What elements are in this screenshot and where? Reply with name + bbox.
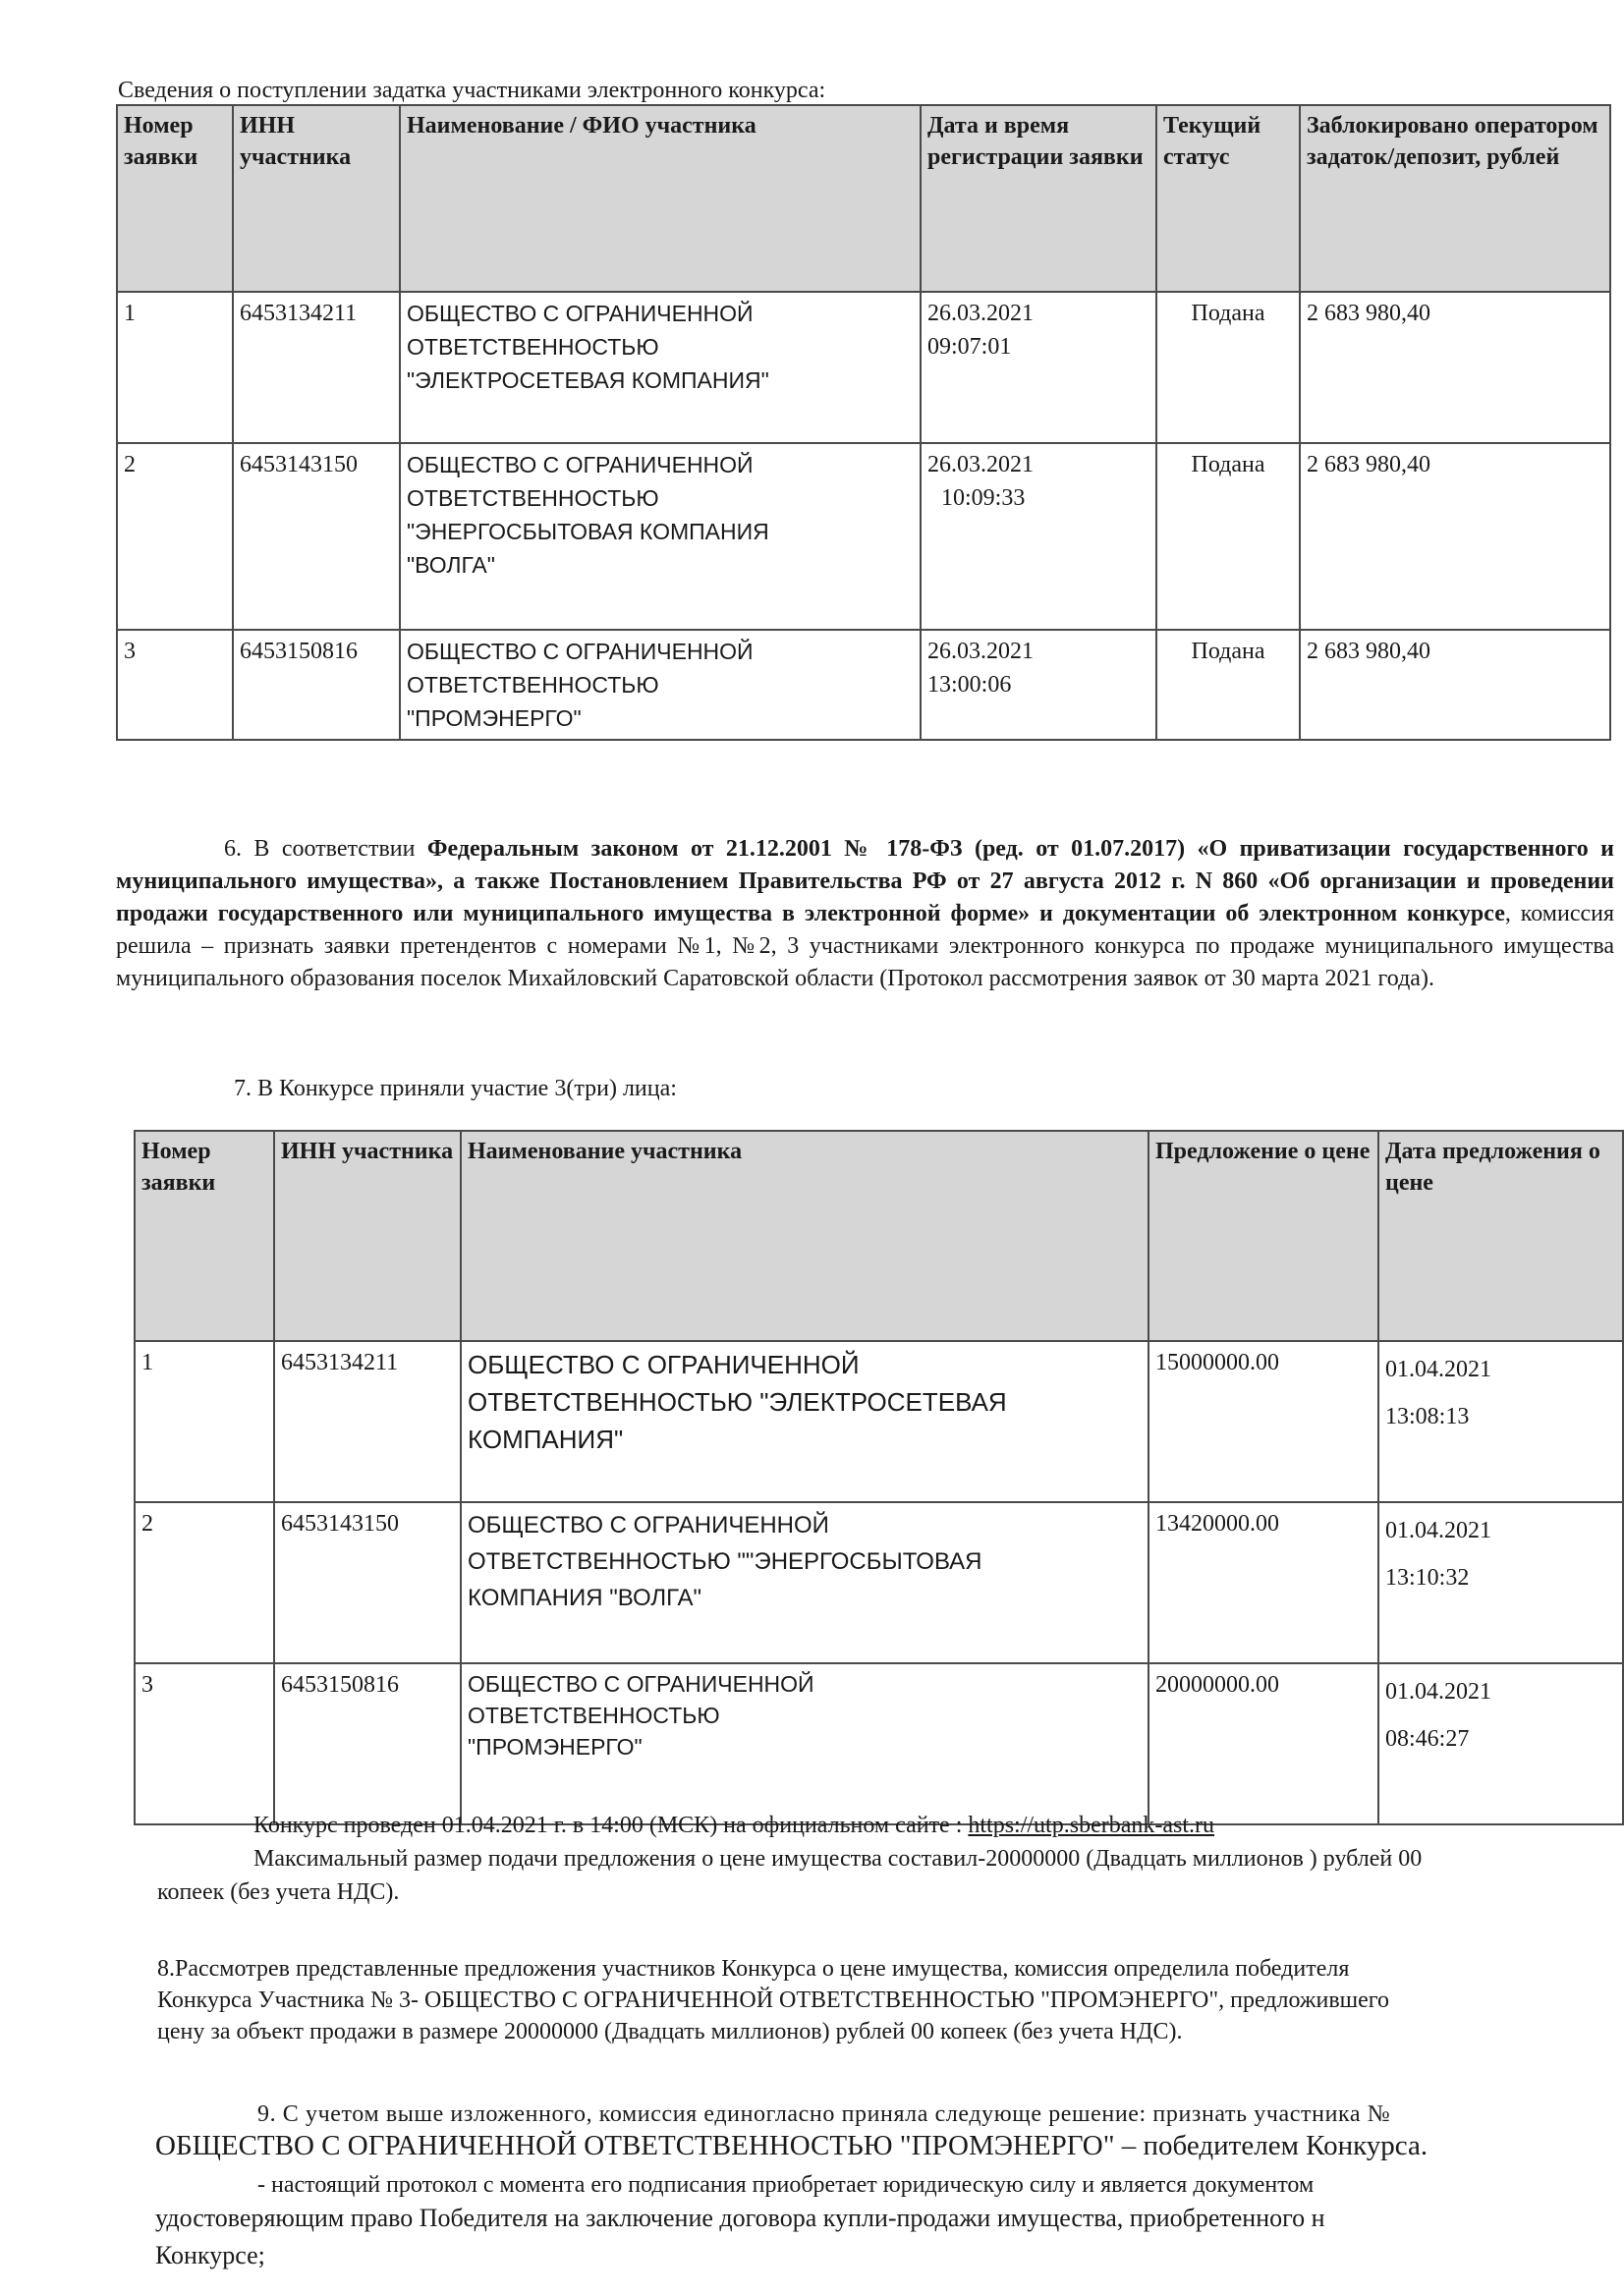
cell-num: 1: [117, 292, 233, 443]
para6-decision: , комиссия решила – признать заявки претендентов с номерами №1, №2, 3 участниками электронного конкурса по продаже муниципального имущества муниципального образования поселок Михайловский Саратовской области (Протокол рассмотрения заявок от 30 марта 2021 года).: [116, 901, 1615, 991]
cell-status: Подана: [1156, 292, 1300, 443]
max-price-line-1: Максимальный размер подачи предложения о цене имущества составил-20000000 (Двадцать миллионов ) рублей 00: [253, 1846, 1423, 1872]
date-line: 01.04.2021: [1385, 1518, 1491, 1543]
time-line: 13:08:13: [1385, 1404, 1470, 1429]
cell-inn: 6453134211: [274, 1341, 461, 1502]
para6-law-reference: Федеральным законом от 21.12.2001 № 178-ФЗ (ред. от 01.07.2017) «О приватизации государственного и муниципального имущества», а также Постановлением Правительства РФ от 27 августа 2012 г. N 860 «Об организации и проведении продажи государственного или муниципального имущества в электронной форме» и документации об электронном конкурсе: [116, 836, 1614, 926]
max-price-line-2: копеек (без учета НДС).: [157, 1879, 400, 1905]
name-line: ОБЩЕСТВО С ОГРАНИЧЕННОЙ: [468, 1671, 814, 1697]
name-line: ОТВЕТСТВЕННОСТЬЮ: [407, 672, 659, 698]
cell-num: 1: [135, 1341, 274, 1502]
cell-date: [1378, 1502, 1623, 1663]
time-line: 13:00:06: [927, 672, 1012, 698]
table-row: [135, 1341, 1623, 1502]
contest-held-line: [253, 1810, 1214, 1841]
cell-amount: 2 683 980,40: [1300, 443, 1610, 630]
time-line: 08:46:27: [1385, 1726, 1470, 1752]
name-line: "ЭЛЕКТРОСЕТЕВАЯ КОМПАНИЯ": [407, 367, 769, 393]
date-line: 01.04.2021: [1385, 1357, 1491, 1382]
name-line: КОМПАНИЯ": [468, 1425, 624, 1454]
paragraph-7: 7. В Конкурсе приняли участие 3(три) лица:: [234, 1076, 677, 1101]
cell-date: [921, 443, 1156, 630]
name-line: ОБЩЕСТВО С ОГРАНИЧЕННОЙ: [407, 639, 754, 664]
header-cell: Наименование / ФИО участника: [400, 105, 921, 292]
time-line: 09:07:01: [927, 334, 1012, 360]
date-line: 01.04.2021: [1385, 1679, 1491, 1705]
cell-name: [400, 630, 921, 740]
cell-status: Подана: [1156, 443, 1300, 630]
cell-name: [461, 1663, 1148, 1824]
cell-inn: 6453150816: [233, 630, 400, 740]
cell-inn: 6453143150: [233, 443, 400, 630]
cell-date: [1378, 1663, 1623, 1824]
name-line: ОБЩЕСТВО С ОГРАНИЧЕННОЙ: [468, 1512, 829, 1539]
table-row: [117, 292, 1610, 443]
header-cell: Дата предложения о цене: [1378, 1131, 1623, 1341]
cell-date: [921, 292, 1156, 443]
paragraph-8-line: Конкурса Участника № 3- ОБЩЕСТВО С ОГРАНИЧЕННОЙ ОТВЕТСТВЕННОСТЬЮ "ПРОМЭНЕРГО", предложившего: [157, 1987, 1390, 2013]
cell-num: 3: [117, 630, 233, 740]
cell-date: [921, 630, 1156, 740]
header-cell: Заблокировано оператором задаток/депозит, рублей: [1300, 105, 1610, 292]
cell-inn: 6453150816: [274, 1663, 461, 1824]
date-line: 26.03.2021: [927, 452, 1034, 477]
name-line: КОМПАНИЯ "ВОЛГА": [468, 1585, 702, 1611]
cell-num: 2: [135, 1502, 274, 1663]
header-cell: Номер заявки: [135, 1131, 274, 1341]
paragraph-9-line-5: Конкурсе;: [155, 2241, 265, 2269]
cell-num: 2: [117, 443, 233, 630]
cell-amount: 2 683 980,40: [1300, 630, 1610, 740]
name-line: ОБЩЕСТВО С ОГРАНИЧЕННОЙ: [407, 452, 754, 477]
name-line: ОТВЕТСТВЕННОСТЬЮ ""ЭНЕРГОСБЫТОВАЯ: [468, 1548, 982, 1575]
header-cell: ИНН участника: [233, 105, 400, 292]
paragraph-6: [116, 833, 1614, 995]
name-line: "ЭНЕРГОСБЫТОВАЯ КОМПАНИЯ: [407, 519, 769, 544]
offers-table: [134, 1130, 1624, 1825]
paragraph-8-line: цену за объект продажи в размере 20000000 (Двадцать миллионов) рублей 00 копеек (без учета НДС).: [157, 2019, 1183, 2044]
cell-price: 20000000.00: [1148, 1663, 1378, 1824]
time-line: 10:09:33: [941, 485, 1026, 511]
cell-name: [400, 292, 921, 443]
cell-inn: 6453134211: [233, 292, 400, 443]
cell-status: Подана: [1156, 630, 1300, 740]
name-line: ОБЩЕСТВО С ОГРАНИЧЕННОЙ: [468, 1350, 860, 1379]
cell-inn: 6453143150: [274, 1502, 461, 1663]
paragraph-9-line-3: - настоящий протокол с момента его подписания приобретает юридическую силу и является документом: [257, 2172, 1315, 2198]
cell-amount: 2 683 980,40: [1300, 292, 1610, 443]
name-line: ОТВЕТСТВЕННОСТЬЮ: [468, 1703, 720, 1728]
cell-name: [461, 1341, 1148, 1502]
cell-price: 15000000.00: [1148, 1341, 1378, 1502]
name-line: "ВОЛГА": [407, 552, 495, 578]
date-line: 26.03.2021: [927, 301, 1034, 326]
table-row: [117, 630, 1610, 740]
paragraph-9-line-1: 9. С учетом выше изложенного, комиссия единогласно приняла следующе решение: признать участника №: [257, 2101, 1391, 2127]
deposit-table: [116, 104, 1611, 741]
date-line: 26.03.2021: [927, 639, 1034, 664]
header-cell: Дата и время регистрации заявки: [921, 105, 1156, 292]
header-cell: Номер заявки: [117, 105, 233, 292]
cell-num: 3: [135, 1663, 274, 1824]
cell-date: [1378, 1341, 1623, 1502]
paragraph-9-winner: ОБЩЕСТВО С ОГРАНИЧЕННОЙ ОТВЕТСТВЕННОСТЬЮ "ПРОМЭНЕРГО" – победителем Конкурса.: [155, 2130, 1428, 2161]
paragraph-9-line-4: удостоверяющим право Победителя на заключение договора купли-продажи имущества, приобретенного н: [155, 2204, 1325, 2232]
name-line: ОТВЕТСТВЕННОСТЬЮ: [407, 334, 659, 360]
paragraph-8-line: 8.Рассмотрев представленные предложения участников Конкурса о цене имущества, комиссия определила победителя: [157, 1956, 1350, 1982]
table-row: [135, 1663, 1623, 1824]
header-cell: Предложение о цене: [1148, 1131, 1378, 1341]
name-line: "ПРОМЭНЕРГО": [468, 1734, 643, 1760]
deposit-caption: Сведения о поступлении задатка участниками электронного конкурса:: [118, 78, 826, 103]
header-cell: Текущий статус: [1156, 105, 1300, 292]
cell-name: [400, 443, 921, 630]
name-line: "ПРОМЭНЕРГО": [407, 705, 582, 731]
name-line: ОТВЕТСТВЕННОСТЬЮ: [407, 485, 659, 511]
header-cell: ИНН участника: [274, 1131, 461, 1341]
header-cell: Наименование участника: [461, 1131, 1148, 1341]
cell-name: [461, 1502, 1148, 1663]
name-line: ОБЩЕСТВО С ОГРАНИЧЕННОЙ: [407, 301, 754, 326]
name-line: ОТВЕТСТВЕННОСТЬЮ "ЭЛЕКТРОСЕТЕВАЯ: [468, 1387, 1007, 1417]
time-line: 13:10:32: [1385, 1565, 1470, 1591]
table-row: [135, 1502, 1623, 1663]
table-row: [117, 443, 1610, 630]
cell-price: 13420000.00: [1148, 1502, 1378, 1663]
held-text: Конкурс проведен 01.04.2021 г. в 14:00 (МСК) на официальном сайте :: [253, 1813, 969, 1838]
sberbank-ast-link[interactable]: https://utp.sberbank-ast.ru: [968, 1813, 1215, 1838]
para6-number: 6. В соответствии: [224, 836, 427, 862]
